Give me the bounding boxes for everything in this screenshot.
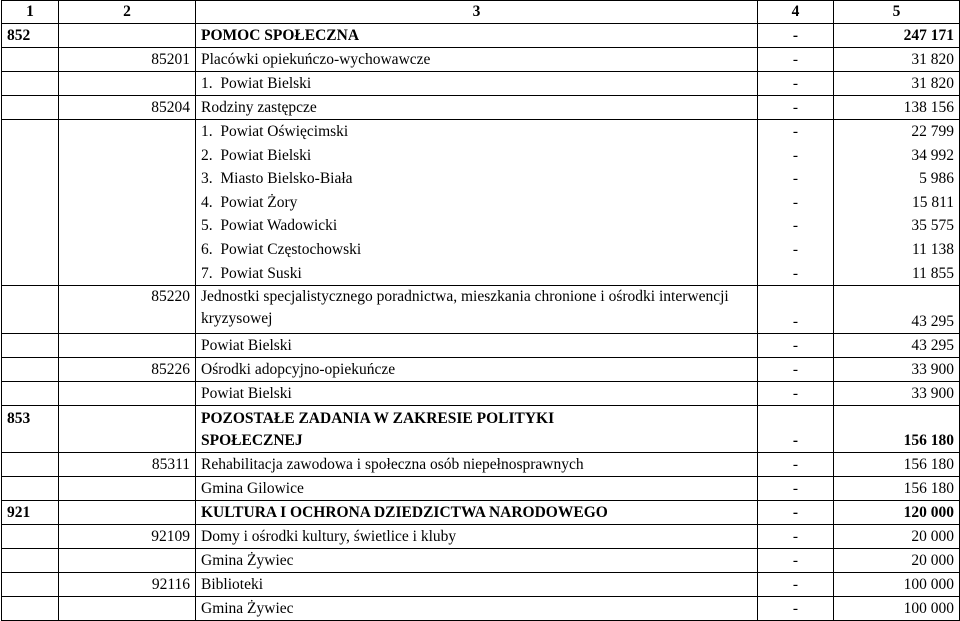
amount-cell: 20 000 <box>834 549 960 573</box>
list-item-amount: 34 992 <box>911 146 954 164</box>
list-item-dash: - <box>792 264 799 282</box>
rozdzial-cell <box>59 549 196 573</box>
list-item-dash: - <box>792 240 799 258</box>
table-row <box>2 358 960 382</box>
amount-cell: 20 000 <box>834 525 960 549</box>
rozdzial-cell: 92116 <box>59 573 196 597</box>
list-item-amount: 15 811 <box>911 193 954 211</box>
amount-cell: 100 000 <box>834 597 960 621</box>
name-cell: POZOSTAŁE ZADANIA W ZAKRESIE POLITYKI SPOŁECZNEJ <box>196 406 758 453</box>
rozdzial-cell <box>59 597 196 621</box>
dzial-cell <box>2 477 59 501</box>
name-cell: Gmina Gilowice <box>196 477 758 501</box>
name-cell: Ośrodki adopcyjno-opiekuńcze <box>196 358 758 382</box>
dash-cell: - <box>758 453 834 477</box>
header-row <box>2 1 960 24</box>
dzial-cell <box>2 453 59 477</box>
amount-list-cell <box>834 120 960 286</box>
dash-cell: - <box>758 525 834 549</box>
dash-cell: - <box>758 549 834 573</box>
table-row-list <box>2 120 960 286</box>
table-row <box>2 382 960 406</box>
table-row <box>2 477 960 501</box>
rozdzial-cell: 85204 <box>59 96 196 120</box>
dzial-cell <box>2 48 59 72</box>
rozdzial-cell <box>59 72 196 96</box>
dzial-cell <box>2 286 59 334</box>
name-cell: Jednostki specjalistycznego poradnictwa, mieszkania chronione i ośrodki interwencji kryzysowej <box>196 286 758 334</box>
name-cell: POMOC SPOŁECZNA <box>196 24 758 48</box>
dzial-cell <box>2 382 59 406</box>
name-cell: Gmina Żywiec <box>196 549 758 573</box>
amount-cell: 100 000 <box>834 573 960 597</box>
list-item-dash: - <box>792 170 799 188</box>
dash-cell: - <box>758 382 834 406</box>
dzial-cell <box>2 96 59 120</box>
rozdzial-cell: 85226 <box>59 358 196 382</box>
rozdzial-cell <box>59 334 196 358</box>
dzial-cell <box>2 334 59 358</box>
dzial-cell <box>2 72 59 96</box>
list-item-dash: - <box>792 146 799 164</box>
dash-cell: - <box>758 48 834 72</box>
amount-cell: 31 820 <box>834 48 960 72</box>
rozdzial-cell: 85311 <box>59 453 196 477</box>
table-row <box>2 501 960 525</box>
table-row <box>2 48 960 72</box>
rozdzial-cell <box>59 477 196 501</box>
table-row <box>2 334 960 358</box>
dzial-cell <box>2 597 59 621</box>
dash-list-cell <box>758 120 834 286</box>
dzial-cell <box>2 358 59 382</box>
list-item-amount: 11 138 <box>911 240 954 258</box>
dzial-cell <box>2 549 59 573</box>
dzial-cell: 852 <box>2 24 59 48</box>
dash-cell: - <box>758 573 834 597</box>
rozdzial-cell: 85201 <box>59 48 196 72</box>
table-row <box>2 597 960 621</box>
name-list-cell <box>196 120 758 286</box>
table-row <box>2 453 960 477</box>
header-col-3: 3 <box>196 1 758 24</box>
table-row <box>2 286 960 334</box>
table-row <box>2 72 960 96</box>
name-cell: Rodziny zastępcze <box>196 96 758 120</box>
rozdzial-cell <box>59 382 196 406</box>
dash-cell: - <box>758 96 834 120</box>
list-item-name: 3. Miasto Bielsko-Biała <box>201 170 353 188</box>
header-col-5: 5 <box>834 1 960 24</box>
dash-cell: - <box>758 406 834 453</box>
dash-cell: - <box>758 501 834 525</box>
dzial-cell <box>2 525 59 549</box>
amount-cell: 33 900 <box>834 382 960 406</box>
list-item-name: 2. Powiat Bielski <box>201 146 312 164</box>
list-item-amount: 35 575 <box>911 217 954 235</box>
header-col-1: 1 <box>2 1 59 24</box>
rozdzial-cell <box>59 24 196 48</box>
name-cell: 1. Powiat Bielski <box>196 72 758 96</box>
list-item-amount: 22 799 <box>911 123 954 140</box>
rozdzial-cell <box>59 406 196 453</box>
amount-cell: 156 180 <box>834 406 960 453</box>
rozdzial-cell <box>59 501 196 525</box>
table-row <box>2 96 960 120</box>
name-cell: Gmina Żywiec <box>196 597 758 621</box>
dash-cell: - <box>758 72 834 96</box>
header-col-4: 4 <box>758 1 834 24</box>
amount-cell: 120 000 <box>834 501 960 525</box>
list-item-dash: - <box>792 193 799 211</box>
dzial-cell: 921 <box>2 501 59 525</box>
name-cell: KULTURA I OCHRONA DZIEDZICTWA NARODOWEGO <box>196 501 758 525</box>
table-row <box>2 406 960 453</box>
amount-cell: 156 180 <box>834 477 960 501</box>
dzial-cell: 853 <box>2 406 59 453</box>
dash-cell: - <box>758 334 834 358</box>
dash-cell: - <box>758 477 834 501</box>
amount-cell: 43 295 <box>834 286 960 334</box>
list-item-dash: - <box>792 217 799 235</box>
list-item-name: 4. Powiat Żory <box>201 193 298 211</box>
list-item-name: 7. Powiat Suski <box>201 264 302 282</box>
list-item-amount: 11 855 <box>911 264 954 282</box>
table-row <box>2 573 960 597</box>
amount-cell: 43 295 <box>834 334 960 358</box>
dzial-cell <box>2 573 59 597</box>
amount-cell: 31 820 <box>834 72 960 96</box>
amount-cell: 156 180 <box>834 453 960 477</box>
name-cell: Domy i ośrodki kultury, świetlice i kluby <box>196 525 758 549</box>
rozdzial-cell <box>59 120 196 286</box>
budget-table <box>1 0 960 621</box>
name-cell: Placówki opiekuńczo-wychowawcze <box>196 48 758 72</box>
amount-cell: 138 156 <box>834 96 960 120</box>
name-cell: Powiat Bielski <box>196 382 758 406</box>
amount-cell: 247 171 <box>834 24 960 48</box>
table-row <box>2 24 960 48</box>
header-col-2: 2 <box>59 1 196 24</box>
list-item-amount: 5 986 <box>919 170 954 188</box>
list-item-name: 5. Powiat Wadowicki <box>201 217 338 235</box>
list-item-name: 1. Powiat Oświęcimski <box>201 123 349 140</box>
amount-cell: 33 900 <box>834 358 960 382</box>
name-cell: Biblioteki <box>196 573 758 597</box>
list-item-name: 6. Powiat Częstochowski <box>201 240 362 258</box>
table-row <box>2 525 960 549</box>
rozdzial-cell: 85220 <box>59 286 196 334</box>
list-item-dash: - <box>792 123 799 140</box>
rozdzial-cell: 92109 <box>59 525 196 549</box>
name-cell: Rehabilitacja zawodowa i społeczna osób niepełnosprawnych <box>196 453 758 477</box>
dash-cell: - <box>758 597 834 621</box>
dash-cell: - <box>758 286 834 334</box>
dash-cell: - <box>758 358 834 382</box>
dzial-cell <box>2 120 59 286</box>
table-row <box>2 549 960 573</box>
dash-cell: - <box>758 24 834 48</box>
name-cell: Powiat Bielski <box>196 334 758 358</box>
